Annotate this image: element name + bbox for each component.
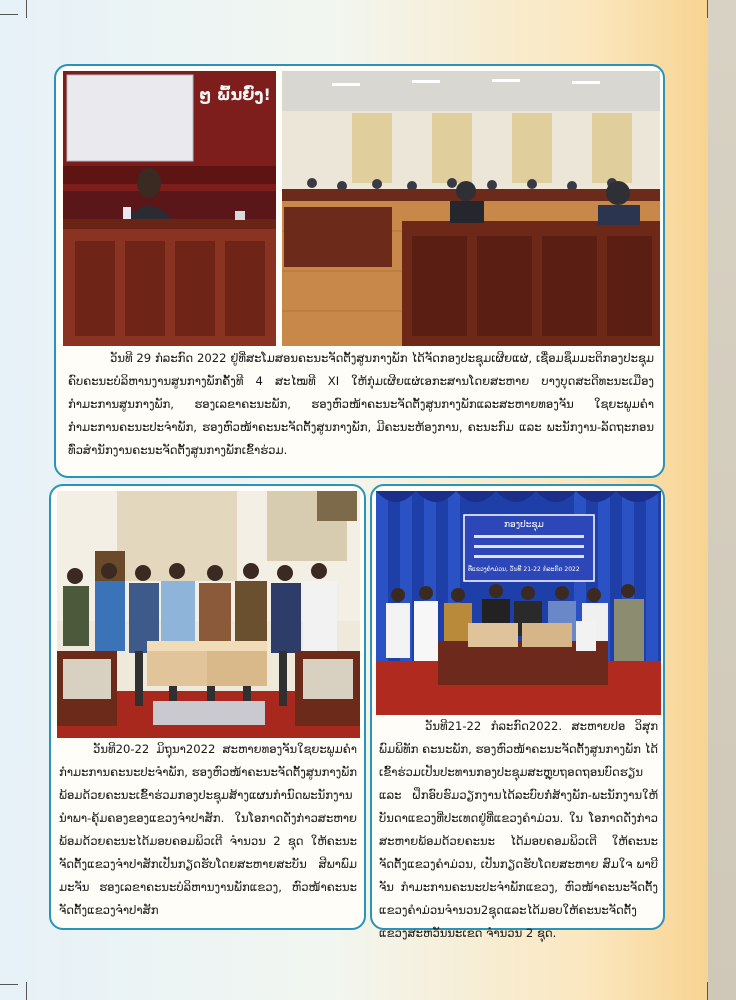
crop-mark (0, 14, 18, 15)
bottom-left-caption: ວັນທີ20-22 ມິຖຸນາ2022 ສະຫາຍທອງຈັນໃຊຍະພູມຄຳ ກຳມະການຄະນະປະຈຳພັກ, ຮອງຫົວໜ້າຄະນະຈັດຕັ້ງສູນກາງພັກພ້ອມດ້ວຍຄະນະເຂົ້າຮ່ວມກອງປະຊຸມສ້າງແຜນກຳນົດພະນັກງານນຳພາ-ຄຸ້ມຄອງຂອງແຂວງຈຳປາສັກ. ໃນໂອກາດດັ່ງກ່າວສະຫາຍພ້ອມດ້ວຍຄະນະໄດ້ມອບຄອມພິວເຕີ ຈຳນວນ 2 ຊຸດ ໃຫ້ຄະນະຈັດຕັ້ງແຂວງຈຳປາສັກເປັນກຽດຮັບໂດຍສະຫາຍສະບັນ ສີພາພົມມະຈັນ ຮອງເລຂາຄະນະບໍລິຫານງານພັກແຂວງ, ຫົວໜ້າຄະນະຈັດຕັ້ງແຂວງຈຳປາສັກ (59, 742, 357, 917)
photo-computer-handover-champasak (57, 491, 360, 738)
bottom-left-news-panel (49, 484, 366, 930)
bottom-right-news-panel (370, 484, 665, 940)
slogan-text: ໆ ພົ້ນຍົ່ງ! (199, 85, 271, 104)
banner-date: ທີ່ແຂວງຄຳມ່ວນ, ວັນທີ 21-22 ກໍລະກົດ 2022 (468, 566, 580, 573)
crop-mark (26, 0, 27, 18)
bottom-right-caption: ວັນທີ21-22 ກໍລະກົດ2022. ສະຫາຍປອ ວິສຸກ ພົມພິທັກ ຄະນະພັກ, ຮອງຫົວໜ້າຄະນະຈັດຕັ້ງສູນກາງພັກ ໄດ້ເຂົ້າຮ່ວມເປັນປະທານກອງປະຊຸມສະຫຼຸບຖອດຖອນບົດຮຽນ ແລະ ຝຶກອົບຮົມວຽກງານໄດ້ລະບົບກໍ່ສ້າງພັກ-ພະນັກງານໃຫ້ບັນດາແຂວງທີ່ປະເທດຢູ່ທີ່ແຂວງຄຳມ່ວນ. ໃນ ໂອກາດດັ່ງກ່າວ ສະຫາຍພ້ອມດ້ວຍຄະນະ ໄດ້ມອບຄອມພິວເຕີ ໃຫ້ຄະນະຈັດຕັ້ງແຂວງຄຳມ່ວນ, ເປັນກຽດຮັບໂດຍສະຫາຍ ສົມໃຈ ພາບີຈັນ ກຳມະການຄະນະປະຈຳພັກແຂວງ, ຫົວໜ້າຄະນະຈັດຕັ້ງແຂວງຄຳມ່ວນຈຳນວນ2ຊຸດແລະໄດ້ມອບໃຫ້ຄະນະຈັດຕັ້ງແຂວງສະຫວັນນະເຂດ ຈຳນວນ 2 ຊຸດ. (379, 719, 658, 940)
photo-meeting-hall (282, 71, 660, 346)
photo-meeting-khammouane (376, 491, 661, 715)
top-news-panel (54, 64, 665, 478)
crop-mark (0, 984, 18, 985)
page-edge-strip (708, 0, 736, 1000)
photo-speaker-podium (63, 71, 276, 346)
top-caption: ວັນທີ 29 ກໍລະກົດ 2022 ຢູ່ທີ່ສະໂມສອນຄະນະຈັດຕັ້ງສູນກາງພັກ ໄດ້ຈັດກອງປະຊຸມເຜີຍແຜ່, ເຊື່ອມຊຶມມະຕິກອງປະຊຸມຄົບຄະນະບໍລິຫານງານສູນກາງພັກຄັ້ງທີ 4 ສະໄໝທີ XI ໃຫ້ກຸ່ມເຜີຍແຜ່ເອກະສານໂດຍສະຫາຍ ບາງບຸດສະດີທະນະເມືອງ ກຳມະການສູນກາງພັກ, ຮອງເລຂາຄະນະພັກ, ຮອງຫົວໜ້າຄະນະຈັດຕັ້ງສູນກາງພັກແລະສະຫາຍທອງຈັນ ໃຊຍະພູມຄຳ ກຳມະການຄະນະປະຈຳພັກ, ຮອງຫົວໜ້າຄະນະຈັດຕັ້ງສູນກາງພັກ, ມີຄະນະຫ້ອງການ, ຄະນະກົມ ແລະ ພະນັກງານ-ລັດຖະກອນທົ່ວສຳນັກງານຄະນະຈັດຕັ້ງສູນກາງພັກເຂົ້າຮ່ວມ. (68, 351, 654, 457)
crop-mark (26, 982, 27, 1000)
banner-heading: ກອງປະຊຸມ (504, 520, 544, 530)
